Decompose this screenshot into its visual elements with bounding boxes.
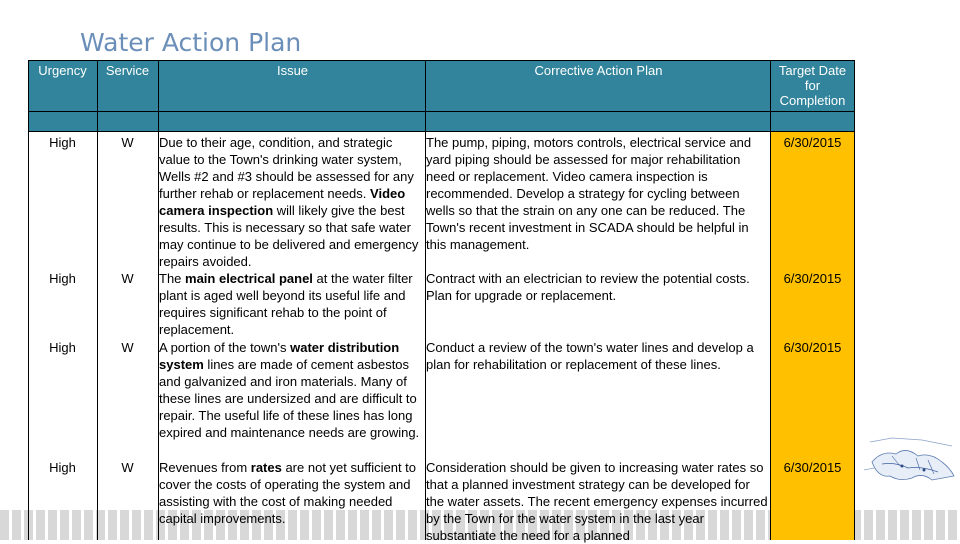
row1-service: W — [121, 135, 134, 150]
row3-issue: A portion of the town's water distribution system lines are made of cement asbestos and galvanized and iron materials. Many of these lines are undersized and are difficult to repair. The useful life of these lines has long expired and maintenance needs are growing. — [159, 340, 420, 440]
grid-line — [28, 131, 854, 132]
header-urgency — [28, 60, 97, 111]
grid-line — [28, 60, 854, 61]
row2-plan: Contract with an electrician to review the potential costs. Plan for upgrade or replacement. — [426, 271, 750, 303]
header-target-label: Target Date for Completion — [778, 63, 847, 108]
bold-keyword: rates — [250, 460, 282, 475]
header-service-label: Service — [105, 63, 150, 78]
row1-urgency: High — [49, 135, 76, 150]
row4-service: W — [121, 460, 134, 475]
row4-target-date: 6/30/2015 — [783, 460, 842, 475]
row3-target-date: 6/30/2015 — [783, 340, 842, 355]
target-date-column-fill — [771, 131, 854, 540]
row4-urgency: High — [49, 460, 76, 475]
header-sub-band — [28, 111, 854, 131]
row4-issue: Revenues from rates are not yet sufficient to cover the costs of operating the system and assisting with the cost of making needed capital improvements. — [159, 460, 417, 526]
row3-service: W — [121, 340, 134, 355]
row1-plan: The pump, piping, motors controls, electrical service and yard piping should be assessed for major rehabilitation need or replacement. Video camera inspection is recommended. Develop a strategy for cycling between wells so that the strain on any one can be reduced. The Town's recent investment in SCADA should be helpful in this management. — [426, 135, 752, 252]
row2-service: W — [121, 271, 134, 286]
row2-target-date: 6/30/2015 — [783, 271, 842, 286]
header-issue — [159, 60, 426, 111]
header-target — [771, 60, 854, 111]
row1-issue: Due to their age, condition, and strategic value to the Town's drinking water system, Wells #2 and #3 should be assessed for any further rehab or replacement needs. Video camera inspection will likely give the best results. This is necessary so that safe water may continue to be delivered and emergency repairs avoided. — [159, 135, 419, 269]
header-plan-label: Corrective Action Plan — [534, 63, 663, 78]
row4-plan: Consideration should be given to increasing water rates so that a planned investment strategy can be developed for the water assets. The recent emergency expenses incurred by the Town for the water system in the last year substantiate the need for a planned — [426, 460, 768, 543]
row3-urgency: High — [49, 340, 76, 355]
header-issue-label: Issue — [276, 63, 309, 78]
header-service — [97, 60, 158, 111]
bold-keyword: water distribution system — [159, 340, 400, 372]
page-title: Water Action Plan — [80, 28, 302, 57]
grid-line — [28, 111, 854, 112]
header-urgency-label: Urgency — [38, 63, 87, 78]
row3-plan: Conduct a review of the town's water lines and develop a plan for rehabilitation or replacement of these lines. — [426, 340, 754, 372]
bold-keyword: Video camera inspection — [159, 186, 406, 218]
header-plan — [426, 60, 771, 111]
river-basin-map-graphic — [862, 432, 958, 488]
grid-line — [854, 60, 855, 540]
row2-urgency: High — [49, 271, 76, 286]
row1-target-date: 6/30/2015 — [783, 135, 842, 150]
bold-keyword: main electrical panel — [185, 271, 313, 286]
row2-issue: The main electrical panel at the water filter plant is aged well beyond its useful life and requires significant rehab to the point of replacement. — [159, 271, 413, 337]
